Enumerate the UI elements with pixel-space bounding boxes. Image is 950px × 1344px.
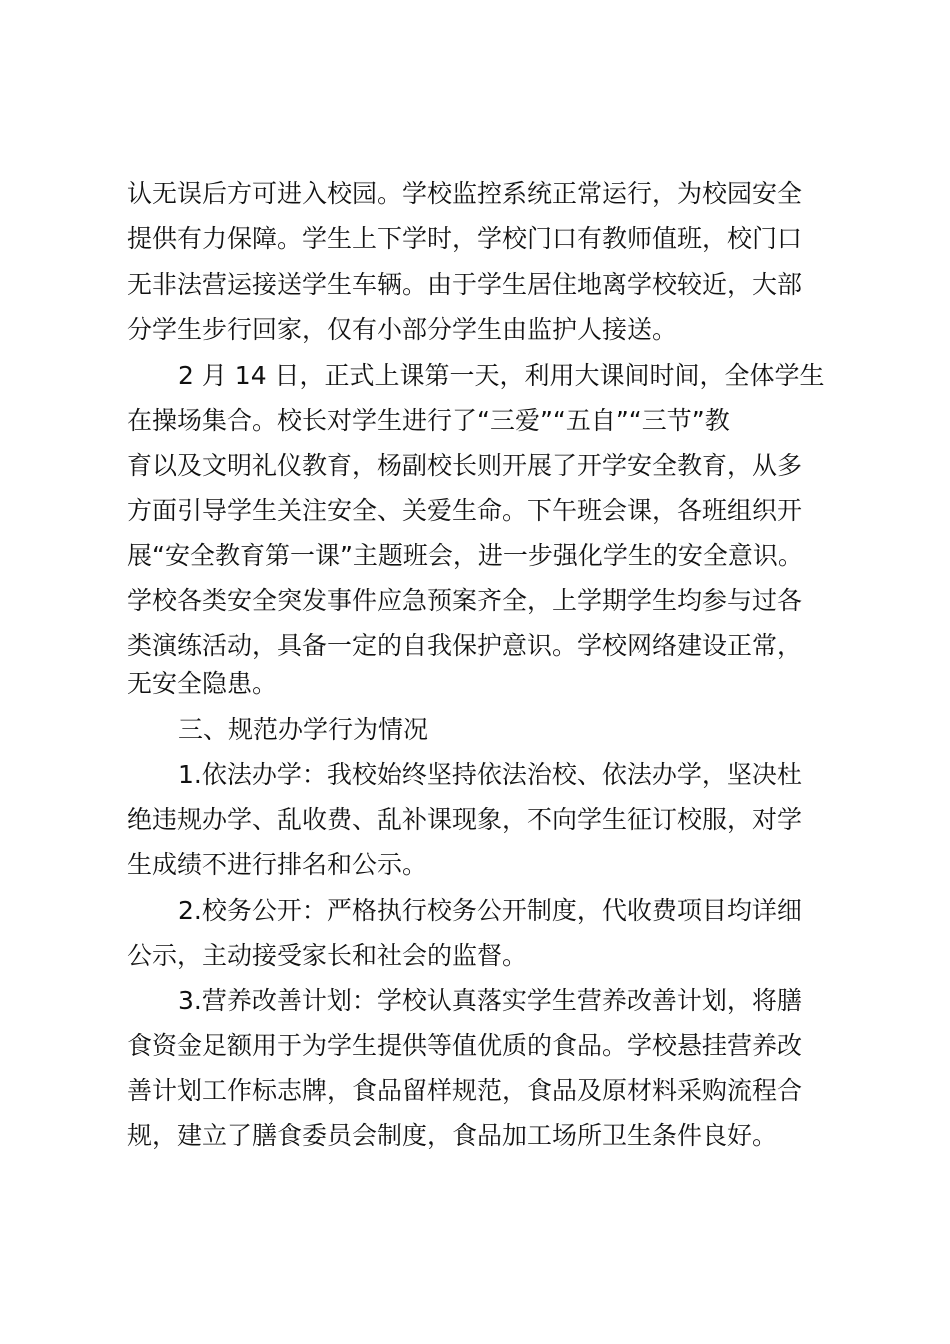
text-line: 类演练活动，具备一定的自我保护意识。学校网络建设正常， (127, 631, 803, 660)
text-line: 认无误后方可进入校园。学校监控系统正常运行，为校园安全 (127, 179, 803, 208)
text-line: 规，建立了膳食委员会制度，食品加工场所卫生条件良好。 (127, 1121, 778, 1150)
text-line: 展“安全教育第一课”主题班会，进一步强化学生的安全意识。 (127, 541, 803, 570)
text-line-paragraph-start: 2.校务公开：严格执行校务公开制度，代收费项目均详细 (178, 896, 802, 925)
text-line: 无非法营运接送学生车辆。由于学生居住地离学校较近，大部 (127, 270, 803, 299)
text-line: 在操场集合。校长对学生进行了“三爱”“五自”“三节”教 (127, 406, 730, 435)
text-line: 育以及文明礼仪教育，杨副校长则开展了开学安全教育，从多 (127, 451, 803, 480)
text-line-paragraph-start: 3.营养改善计划：学校认真落实学生营养改善计划，将膳 (178, 986, 802, 1015)
text-line: 提供有力保障。学生上下学时，学校门口有教师值班，校门口 (127, 224, 803, 253)
section-heading: 三、规范办学行为情况 (178, 715, 429, 744)
text-line: 公示，主动接受家长和社会的监督。 (127, 941, 528, 970)
text-line: 方面引导学生关注安全、关爱生命。下午班会课，各班组织开 (127, 496, 803, 525)
text-line: 学校各类安全突发事件应急预案齐全，上学期学生均参与过各 (127, 586, 803, 615)
text-line: 食资金足额用于为学生提供等值优质的食品。学校悬挂营养改 (127, 1031, 803, 1060)
text-line: 生成绩不进行排名和公示。 (127, 850, 428, 879)
text-line: 绝违规办学、乱收费、乱补课现象，不向学生征订校服，对学 (127, 805, 803, 834)
text-line: 善计划工作标志牌，食品留样规范，食品及原材料采购流程合 (127, 1076, 803, 1105)
text-line: 分学生步行回家，仅有小部分学生由监护人接送。 (127, 315, 678, 344)
text-line: 无安全隐患。 (127, 669, 278, 698)
text-line-paragraph-start: 2 月 14 日，正式上课第一天，利用大课间时间，全体学生 (178, 361, 825, 390)
text-line-paragraph-start: 1.依法办学：我校始终坚持依法治校、依法办学，坚决杜 (178, 760, 802, 789)
